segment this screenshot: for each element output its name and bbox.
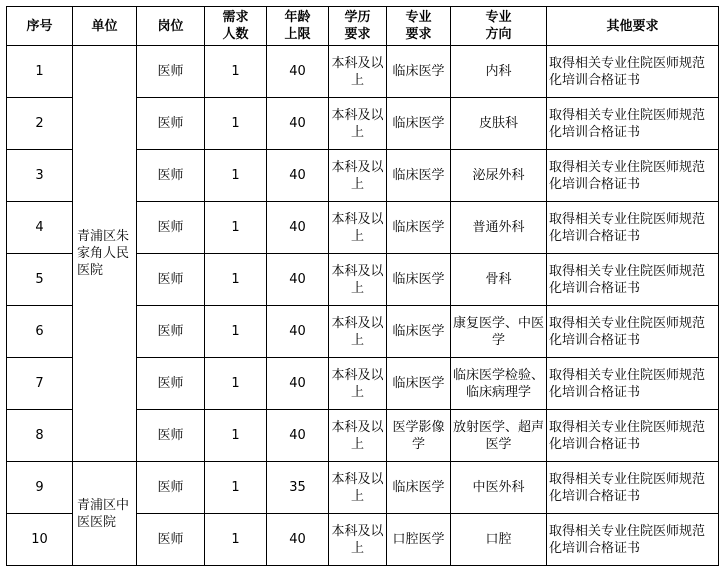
header-edu-line2: 要求: [344, 27, 371, 42]
cell-post: 医师: [137, 514, 205, 566]
cell-age: 40: [267, 254, 329, 306]
cell-direction: 口腔: [451, 514, 547, 566]
cell-seq: 8: [7, 410, 73, 462]
cell-major: 临床医学: [387, 46, 451, 98]
cell-other: 取得相关专业住院医师规范化培训合格证书: [547, 410, 719, 462]
cell-post: 医师: [137, 306, 205, 358]
cell-age: 40: [267, 46, 329, 98]
cell-age: 35: [267, 462, 329, 514]
header-edu-line1: 学历: [344, 10, 371, 25]
cell-other: 取得相关专业住院医师规范化培训合格证书: [547, 254, 719, 306]
cell-major: 临床医学: [387, 98, 451, 150]
cell-age: 40: [267, 150, 329, 202]
cell-post: 医师: [137, 462, 205, 514]
header-count-line2: 人数: [222, 27, 249, 42]
cell-edu: 本科及以上: [329, 514, 387, 566]
header-age-line1: 年龄: [284, 10, 311, 25]
cell-post: 医师: [137, 98, 205, 150]
cell-unit-b: 青浦区中医医院: [73, 462, 137, 566]
cell-edu: 本科及以上: [329, 306, 387, 358]
cell-count: 1: [205, 514, 267, 566]
header-major-line2: 要求: [405, 27, 432, 42]
cell-age: 40: [267, 202, 329, 254]
cell-unit-a: 青浦区朱家角人民医院: [73, 46, 137, 462]
cell-post: 医师: [137, 46, 205, 98]
header-direction-line2: 方向: [485, 27, 512, 42]
cell-edu: 本科及以上: [329, 98, 387, 150]
cell-major: 临床医学: [387, 462, 451, 514]
cell-other: 取得相关专业住院医师规范化培训合格证书: [547, 514, 719, 566]
cell-seq: 7: [7, 358, 73, 410]
header-seq: 序号: [7, 7, 73, 46]
header-other: 其他要求: [547, 7, 719, 46]
cell-count: 1: [205, 462, 267, 514]
cell-major: 医学影像学: [387, 410, 451, 462]
cell-count: 1: [205, 306, 267, 358]
cell-direction: 放射医学、超声医学: [451, 410, 547, 462]
header-direction: [451, 7, 547, 46]
cell-age: 40: [267, 410, 329, 462]
cell-direction: 康复医学、中医学: [451, 306, 547, 358]
cell-seq: 5: [7, 254, 73, 306]
cell-count: 1: [205, 98, 267, 150]
cell-major: 临床医学: [387, 150, 451, 202]
cell-post: 医师: [137, 150, 205, 202]
cell-count: 1: [205, 150, 267, 202]
cell-major: 临床医学: [387, 306, 451, 358]
cell-post: 医师: [137, 410, 205, 462]
cell-post: 医师: [137, 254, 205, 306]
header-age: [267, 7, 329, 46]
cell-other: 取得相关专业住院医师规范化培训合格证书: [547, 98, 719, 150]
header-unit: 单位: [73, 7, 137, 46]
cell-age: 40: [267, 306, 329, 358]
cell-seq: 9: [7, 462, 73, 514]
header-major: [387, 7, 451, 46]
cell-seq: 3: [7, 150, 73, 202]
cell-major: 口腔医学: [387, 514, 451, 566]
cell-direction: 内科: [451, 46, 547, 98]
cell-other: 取得相关专业住院医师规范化培训合格证书: [547, 462, 719, 514]
cell-edu: 本科及以上: [329, 202, 387, 254]
cell-post: 医师: [137, 202, 205, 254]
cell-major: 临床医学: [387, 358, 451, 410]
page: [6, 6, 719, 566]
cell-count: 1: [205, 254, 267, 306]
header-count: [205, 7, 267, 46]
cell-major: 临床医学: [387, 202, 451, 254]
header-age-line2: 上限: [284, 27, 311, 42]
cell-age: 40: [267, 514, 329, 566]
cell-edu: 本科及以上: [329, 150, 387, 202]
cell-count: 1: [205, 202, 267, 254]
cell-other: 取得相关专业住院医师规范化培训合格证书: [547, 306, 719, 358]
header-post: 岗位: [137, 7, 205, 46]
cell-direction: 中医外科: [451, 462, 547, 514]
cell-direction: 皮肤科: [451, 98, 547, 150]
cell-edu: 本科及以上: [329, 46, 387, 98]
cell-edu: 本科及以上: [329, 462, 387, 514]
cell-edu: 本科及以上: [329, 410, 387, 462]
cell-count: 1: [205, 410, 267, 462]
cell-direction: 骨科: [451, 254, 547, 306]
cell-other: 取得相关专业住院医师规范化培训合格证书: [547, 358, 719, 410]
cell-direction: 普通外科: [451, 202, 547, 254]
cell-other: 取得相关专业住院医师规范化培训合格证书: [547, 46, 719, 98]
cell-major: 临床医学: [387, 254, 451, 306]
cell-seq: 1: [7, 46, 73, 98]
cell-edu: 本科及以上: [329, 254, 387, 306]
cell-count: 1: [205, 46, 267, 98]
cell-seq: 6: [7, 306, 73, 358]
cell-seq: 2: [7, 98, 73, 150]
cell-age: 40: [267, 98, 329, 150]
header-edu: [329, 7, 387, 46]
cell-edu: 本科及以上: [329, 358, 387, 410]
header-direction-line1: 专业: [485, 10, 512, 25]
header-major-line1: 专业: [405, 10, 432, 25]
cell-other: 取得相关专业住院医师规范化培训合格证书: [547, 202, 719, 254]
cell-direction: 泌尿外科: [451, 150, 547, 202]
recruitment-table: [6, 6, 719, 566]
cell-count: 1: [205, 358, 267, 410]
header-row: [7, 7, 719, 46]
cell-post: 医师: [137, 358, 205, 410]
cell-other: 取得相关专业住院医师规范化培训合格证书: [547, 150, 719, 202]
header-count-line1: 需求: [222, 10, 249, 25]
cell-direction: 临床医学检验、临床病理学: [451, 358, 547, 410]
cell-seq: 10: [7, 514, 73, 566]
table-row: [7, 46, 719, 98]
cell-age: 40: [267, 358, 329, 410]
table-row: [7, 462, 719, 514]
cell-seq: 4: [7, 202, 73, 254]
